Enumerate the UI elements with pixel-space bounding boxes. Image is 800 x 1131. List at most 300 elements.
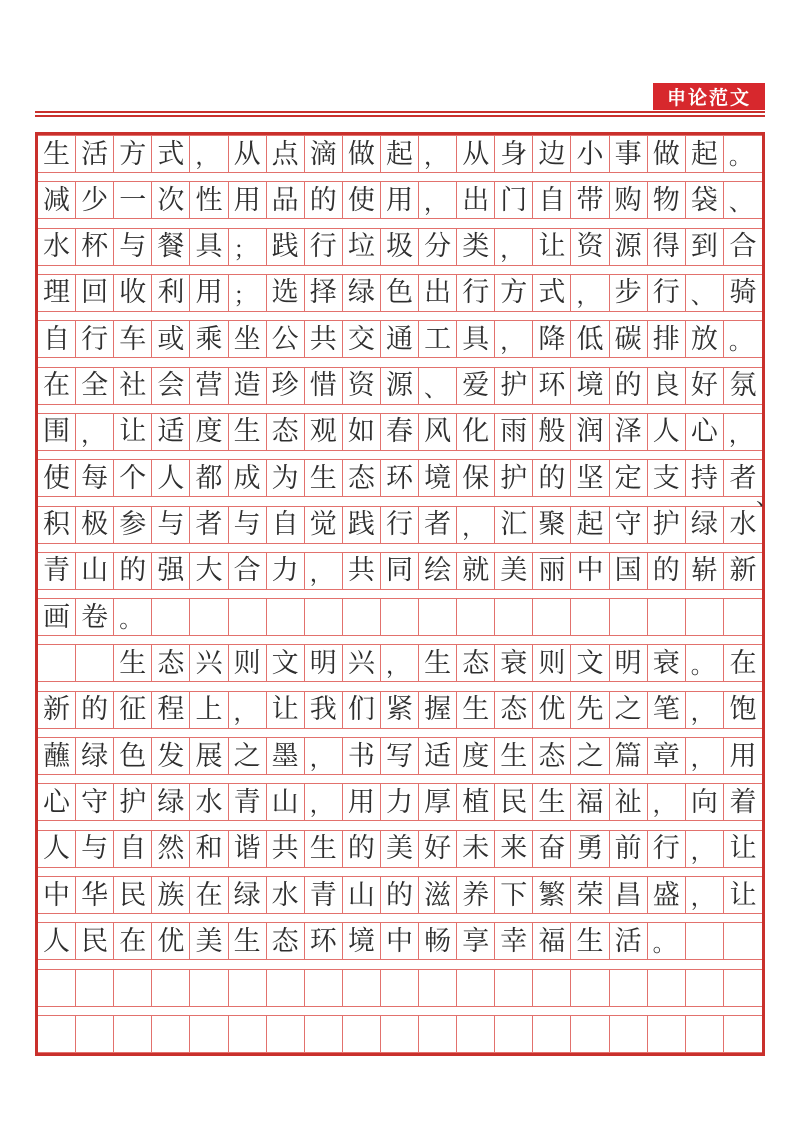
empty-cell (457, 599, 495, 635)
char-cell: 次 (152, 182, 190, 218)
grid-row (38, 876, 762, 914)
empty-cell (610, 970, 648, 1006)
char-cell: 源 (610, 229, 648, 265)
char-cell: 自 (267, 507, 305, 543)
char-cell: 和 (190, 831, 228, 867)
char-cell: 汇 (495, 507, 533, 543)
char-cell: 青 (38, 553, 76, 589)
char-cell: 行 (305, 229, 343, 265)
grid-row (38, 413, 762, 451)
char-cell: 着 (729, 786, 757, 818)
grid-row (38, 228, 762, 266)
char-cell: 的 (76, 692, 114, 728)
char-cell: 饱 (729, 694, 757, 726)
char-cell: 为 (267, 460, 305, 496)
char-cell: 来 (495, 831, 533, 867)
char-cell: 兴 (343, 645, 381, 681)
char-cell: 做 (648, 136, 686, 172)
char-cell: 同 (381, 553, 419, 589)
char-cell: 选 (267, 275, 305, 311)
char-cell: 珍 (267, 368, 305, 404)
empty-cell (76, 1016, 114, 1052)
char-cell: 养 (457, 877, 495, 913)
char-cell: 公 (267, 321, 305, 357)
empty-cell (343, 1016, 381, 1052)
grid-row (38, 552, 762, 590)
char-cell: 少 (76, 182, 114, 218)
char-cell: 、 (419, 368, 457, 404)
char-cell: 化 (457, 414, 495, 450)
char-cell: 滋 (419, 877, 457, 913)
char-cell: 态 (457, 645, 495, 681)
char-cell: 。 (648, 923, 686, 959)
char-cell: 定 (610, 460, 648, 496)
char-cell: 就 (457, 553, 495, 589)
char-cell: 文 (571, 645, 609, 681)
char-cell: 水 (38, 229, 76, 265)
char-cell: 都 (190, 460, 228, 496)
char-cell: ， (305, 784, 343, 820)
char-cell: 用 (381, 182, 419, 218)
empty-cell (533, 599, 571, 635)
char-cell: 华 (76, 877, 114, 913)
char-cell: 福 (571, 784, 609, 820)
char-cell: 资 (343, 368, 381, 404)
char-cell: 守 (76, 784, 114, 820)
grid-row (38, 644, 762, 682)
char-cell: 润 (571, 414, 609, 450)
char-cell: 起 (381, 136, 419, 172)
char-cell: 优 (152, 923, 190, 959)
char-cell: 谐 (229, 831, 267, 867)
char-cell: 之 (571, 738, 609, 774)
char-cell: 中 (38, 877, 76, 913)
char-cell: 美 (190, 923, 228, 959)
char-cell: 性 (190, 182, 228, 218)
char-cell: 自 (533, 182, 571, 218)
char-cell: ， (648, 784, 686, 820)
char-cell: 大 (190, 553, 228, 589)
char-cell: 生 (571, 923, 609, 959)
char-cell: 生 (38, 136, 76, 172)
char-cell: 心 (38, 784, 76, 820)
char-cell: 水 (729, 509, 757, 540)
empty-cell (381, 1016, 419, 1052)
char-cell: 水 (190, 784, 228, 820)
empty-cell (76, 970, 114, 1006)
empty-cell (648, 1016, 686, 1052)
char-cell: 资 (571, 229, 609, 265)
char-cell: 昌 (610, 877, 648, 913)
grid-row (38, 922, 762, 960)
char-cell: 让 (729, 879, 757, 911)
char-cell: 态 (533, 738, 571, 774)
char-cell: 环 (305, 923, 343, 959)
char-cell: 勇 (571, 831, 609, 867)
char-cell: 山 (343, 877, 381, 913)
char-cell: 人 (152, 460, 190, 496)
char-cell: ， (305, 738, 343, 774)
char-cell: 绘 (419, 553, 457, 589)
char-cell: 态 (267, 923, 305, 959)
char-cell: ， (495, 321, 533, 357)
char-cell: 积 (38, 507, 76, 543)
char-cell: 支 (648, 460, 686, 496)
char-cell: 小 (571, 136, 609, 172)
char-cell: 境 (571, 368, 609, 404)
char-cell: 生 (495, 738, 533, 774)
char-cell: 新 (729, 555, 757, 587)
char-cell: 到 (686, 229, 724, 265)
char-cell: 、 (728, 190, 752, 217)
char-cell: 社 (114, 368, 152, 404)
char-cell: 方 (495, 275, 533, 311)
manuscript-grid (35, 132, 778, 1056)
char-cell: 奋 (533, 831, 571, 867)
char-cell: 前 (610, 831, 648, 867)
char-cell: 利 (152, 275, 190, 311)
char-cell: 画 (38, 599, 76, 635)
char-cell: 写 (381, 738, 419, 774)
grid-row (38, 135, 762, 173)
char-cell: 守 (610, 507, 648, 543)
char-cell: 自 (38, 321, 76, 357)
char-cell: 与 (114, 229, 152, 265)
empty-cell (724, 1016, 762, 1052)
empty-cell (648, 970, 686, 1006)
char-cell: 则 (229, 645, 267, 681)
char-cell: 雨 (495, 414, 533, 450)
char-cell: 与 (76, 831, 114, 867)
empty-cell (114, 1016, 152, 1052)
char-cell: 美 (495, 553, 533, 589)
char-cell: 态 (267, 414, 305, 450)
char-cell: 让 (533, 229, 571, 265)
char-cell: 崭 (686, 553, 724, 589)
char-cell: 环 (533, 368, 571, 404)
empty-cell (724, 970, 762, 1006)
empty-cell (533, 1016, 571, 1052)
char-cell: ， (419, 136, 457, 172)
char-cell: 握 (419, 692, 457, 728)
char-cell: 成 (229, 460, 267, 496)
char-cell: 践 (343, 507, 381, 543)
grid-row (38, 320, 762, 358)
char-cell: 绿 (686, 507, 724, 543)
char-cell: 度 (190, 414, 228, 450)
char-cell: 护 (648, 507, 686, 543)
char-cell: 春 (381, 414, 419, 450)
rule-line-top (35, 111, 765, 113)
char-cell: 生 (419, 645, 457, 681)
char-cell: ， (686, 831, 724, 867)
char-cell: 的 (381, 877, 419, 913)
empty-cell (533, 970, 571, 1006)
char-cell: 。 (728, 144, 752, 170)
char-cell: 点 (267, 136, 305, 172)
char-cell: 通 (381, 321, 419, 357)
char-cell: 态 (343, 460, 381, 496)
char-cell: 好 (419, 831, 457, 867)
char-cell: 植 (457, 784, 495, 820)
empty-cell (381, 970, 419, 1006)
char-cell: 明 (305, 645, 343, 681)
char-cell: 护 (495, 460, 533, 496)
char-cell: 盛 (648, 877, 686, 913)
char-cell: 使 (38, 460, 76, 496)
char-cell: 滴 (305, 136, 343, 172)
empty-cell (267, 599, 305, 635)
char-cell: 持 (686, 460, 724, 496)
empty-cell (305, 599, 343, 635)
empty-cell (190, 1016, 228, 1052)
char-cell: 围 (38, 414, 76, 450)
char-cell: 之 (229, 738, 267, 774)
char-cell: 青 (305, 877, 343, 913)
char-cell: ； (229, 275, 267, 311)
char-cell: 征 (114, 692, 152, 728)
char-cell: 全 (76, 368, 114, 404)
char-cell: 收 (114, 275, 152, 311)
char-cell: 绿 (229, 877, 267, 913)
char-cell: 好 (686, 368, 724, 404)
char-cell: 者 (190, 507, 228, 543)
char-cell: 蘸 (38, 738, 76, 774)
empty-cell (457, 1016, 495, 1052)
char-cell: 使 (343, 182, 381, 218)
char-cell: 护 (495, 368, 533, 404)
char-cell: 繁 (533, 877, 571, 913)
char-cell: 力 (381, 784, 419, 820)
char-cell: ， (305, 553, 343, 589)
char-cell: 章 (648, 738, 686, 774)
char-cell: 活 (76, 136, 114, 172)
char-cell: 在 (729, 647, 757, 679)
char-cell: 福 (533, 923, 571, 959)
char-cell: 厚 (419, 784, 457, 820)
char-cell: 减 (38, 182, 76, 218)
char-cell: 合 (729, 231, 757, 263)
char-cell: 让 (114, 414, 152, 450)
char-cell: 山 (267, 784, 305, 820)
char-cell: 护 (114, 784, 152, 820)
grid-row (38, 274, 762, 312)
char-cell: 在 (38, 368, 76, 404)
char-cell: 让 (267, 692, 305, 728)
empty-cell (381, 599, 419, 635)
char-cell: 从 (457, 136, 495, 172)
char-cell: 乘 (190, 321, 228, 357)
char-cell: 让 (729, 833, 757, 865)
char-cell: 的 (114, 553, 152, 589)
char-cell: 文 (267, 645, 305, 681)
empty-cell (343, 970, 381, 1006)
char-cell: 明 (610, 645, 648, 681)
char-cell: 、 (686, 275, 724, 311)
char-cell: 山 (76, 553, 114, 589)
char-cell: 源 (381, 368, 419, 404)
char-cell: 荣 (571, 877, 609, 913)
char-cell: 族 (152, 877, 190, 913)
char-cell: 会 (152, 368, 190, 404)
char-cell: 聚 (533, 507, 571, 543)
char-cell: 人 (38, 831, 76, 867)
grid-row (38, 969, 762, 1007)
char-cell: 祉 (610, 784, 648, 820)
char-cell: 自 (114, 831, 152, 867)
empty-cell (343, 599, 381, 635)
char-cell: 中 (381, 923, 419, 959)
char-cell: 色 (381, 275, 419, 311)
char-cell: 共 (305, 321, 343, 357)
char-cell: 行 (648, 831, 686, 867)
char-cell: 惜 (305, 368, 343, 404)
empty-cell (114, 970, 152, 1006)
char-cell: 行 (381, 507, 419, 543)
char-cell: 边 (533, 136, 571, 172)
char-cell: 的 (305, 182, 343, 218)
char-cell: ， (381, 645, 419, 681)
empty-cell (686, 970, 724, 1006)
char-cell: 式 (533, 275, 571, 311)
char-cell: 民 (76, 923, 114, 959)
empty-cell (686, 1016, 724, 1052)
char-cell: 衰 (648, 645, 686, 681)
char-cell: 类 (457, 229, 495, 265)
char-cell: 。 (728, 329, 752, 356)
char-cell: 优 (533, 692, 571, 728)
char-cell: 工 (419, 321, 457, 357)
char-cell: 发 (152, 738, 190, 774)
char-cell: 活 (610, 923, 648, 959)
char-cell: ， (457, 507, 495, 543)
char-cell: 幸 (495, 923, 533, 959)
char-cell: 与 (152, 507, 190, 543)
char-cell: 在 (114, 923, 152, 959)
char-cell: 坚 (571, 460, 609, 496)
char-cell: 行 (457, 275, 495, 311)
char-cell: 生 (229, 414, 267, 450)
char-cell: 理 (38, 275, 76, 311)
char-cell: 杯 (76, 229, 114, 265)
char-cell: 上 (190, 692, 228, 728)
char-cell: 如 (343, 414, 381, 450)
char-cell: 践 (267, 229, 305, 265)
char-cell: 放 (686, 321, 724, 357)
char-cell: 门 (495, 182, 533, 218)
char-cell: 民 (495, 784, 533, 820)
empty-cell (267, 970, 305, 1006)
char-cell: ， (76, 414, 114, 450)
char-cell: 观 (305, 414, 343, 450)
char-cell: 者 (729, 462, 757, 494)
char-cell: 境 (343, 923, 381, 959)
char-cell: 方 (114, 136, 152, 172)
char-cell: 身 (495, 136, 533, 172)
char-cell: 适 (419, 738, 457, 774)
char-cell: 觉 (305, 507, 343, 543)
char-cell: 低 (571, 321, 609, 357)
char-cell: ， (686, 877, 724, 913)
char-cell: 极 (76, 507, 114, 543)
char-cell: 丽 (533, 553, 571, 589)
char-cell: ， (419, 182, 457, 218)
char-cell: 人 (38, 923, 76, 959)
empty-cell (419, 970, 457, 1006)
char-cell: 。 (686, 645, 724, 681)
char-cell: 水 (267, 877, 305, 913)
char-cell: 然 (152, 831, 190, 867)
char-cell: 营 (190, 368, 228, 404)
char-cell: 行 (648, 275, 686, 311)
empty-cell (495, 1016, 533, 1052)
char-cell: 程 (152, 692, 190, 728)
empty-cell (419, 1016, 457, 1052)
char-cell: 态 (495, 692, 533, 728)
char-cell: 带 (571, 182, 609, 218)
char-cell: 生 (533, 784, 571, 820)
char-cell: 青 (229, 784, 267, 820)
char-cell: 用 (229, 182, 267, 218)
char-cell: 垃 (343, 229, 381, 265)
char-cell: 绿 (76, 738, 114, 774)
char-cell: 做 (343, 136, 381, 172)
grid-row (38, 181, 762, 219)
char-cell: 具 (457, 321, 495, 357)
char-cell: 境 (419, 460, 457, 496)
char-cell: 。 (114, 599, 152, 635)
char-cell: 向 (686, 784, 724, 820)
char-cell: 的 (648, 553, 686, 589)
char-cell: 与 (229, 507, 267, 543)
char-cell: 下 (495, 877, 533, 913)
char-cell: 爱 (457, 368, 495, 404)
char-cell: 泽 (610, 414, 648, 450)
empty-cell (495, 599, 533, 635)
empty-cell (267, 1016, 305, 1052)
char-cell: 绿 (343, 275, 381, 311)
char-cell: ， (728, 421, 752, 448)
char-cell: 生 (114, 645, 152, 681)
char-cell: ， (686, 738, 724, 774)
empty-cell (571, 1016, 609, 1052)
char-cell: 合 (229, 553, 267, 589)
empty-cell (610, 599, 648, 635)
char-cell: 餐 (152, 229, 190, 265)
char-cell: 风 (419, 414, 457, 450)
char-cell: 生 (305, 460, 343, 496)
char-cell: 在 (190, 877, 228, 913)
char-cell: 则 (533, 645, 571, 681)
char-cell: 氛 (729, 370, 757, 402)
empty-cell (457, 970, 495, 1006)
char-cell: 式 (152, 136, 190, 172)
empty-cell (152, 1016, 190, 1052)
char-cell: 用 (343, 784, 381, 820)
empty-cell (229, 970, 267, 1006)
char-cell: 卷 (76, 599, 114, 635)
char-cell: 人 (648, 414, 686, 450)
grid-row (38, 737, 762, 775)
char-cell: ， (686, 692, 724, 728)
char-cell: 出 (457, 182, 495, 218)
grid-row (38, 459, 762, 497)
char-cell: 般 (533, 414, 571, 450)
empty-cell (305, 1016, 343, 1052)
empty-cell (571, 970, 609, 1006)
char-cell: 篇 (610, 738, 648, 774)
char-cell: 态 (152, 645, 190, 681)
